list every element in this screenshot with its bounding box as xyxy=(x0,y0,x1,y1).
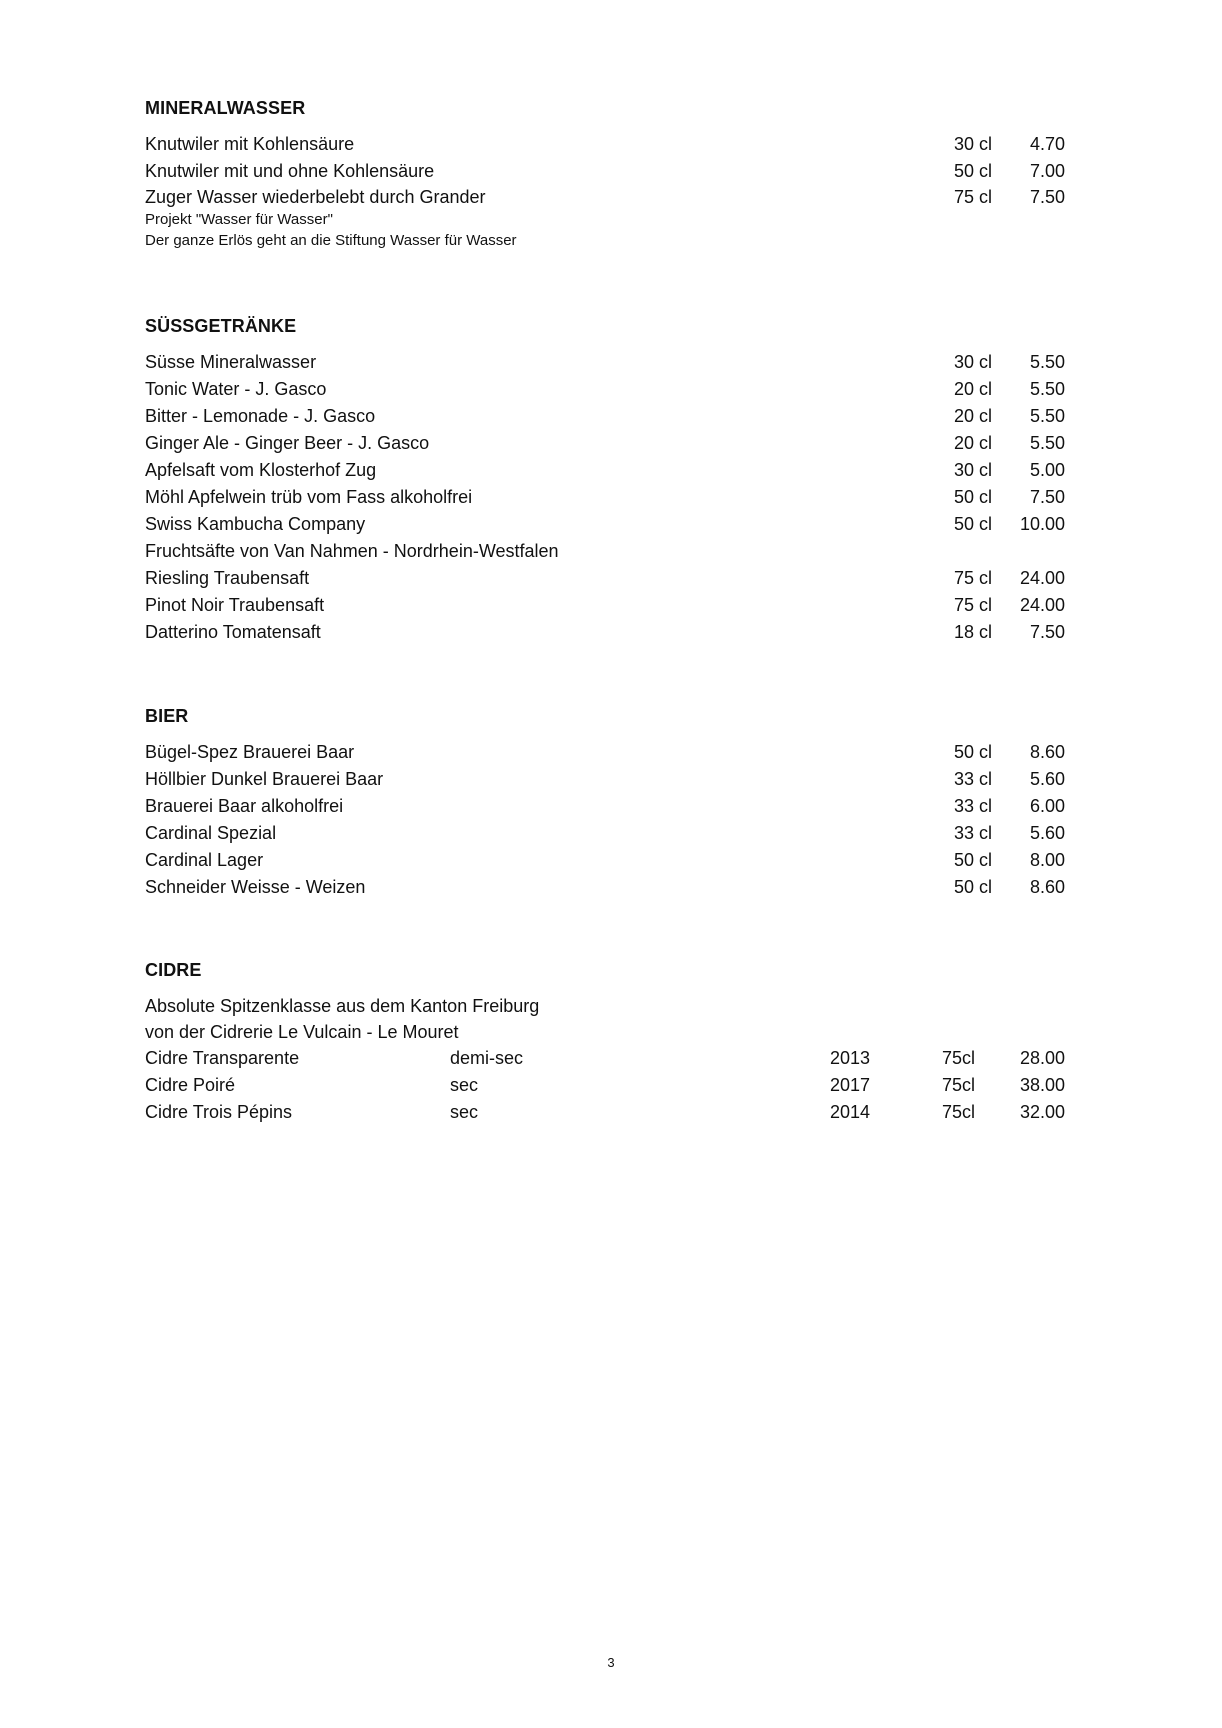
item-price: 4.70 xyxy=(1029,134,1065,154)
item-year: 2014 xyxy=(830,1102,871,1122)
item-name: Fruchtsäfte von Van Nahmen - Nordrhein-Westfalen xyxy=(145,541,559,561)
item-name: Apfelsaft vom Klosterhof Zug xyxy=(145,460,377,480)
item-volume: 33 cl xyxy=(954,823,993,843)
item-name: Bitter - Lemonade - J. Gasco xyxy=(145,406,376,426)
item-volume: 50 cl xyxy=(954,742,993,762)
list-item xyxy=(145,403,1065,430)
item-volume: 75 cl xyxy=(954,187,993,207)
list-item xyxy=(145,793,1065,820)
item-volume: 30 cl xyxy=(954,134,993,154)
item-price: 5.50 xyxy=(1029,406,1065,426)
item-volume: 50 cl xyxy=(954,850,993,870)
list-item xyxy=(145,1072,1065,1099)
list-item xyxy=(145,511,1065,538)
item-volume: 20 cl xyxy=(954,433,993,453)
section-cidre xyxy=(145,959,1065,1126)
item-price: 10.00 xyxy=(1019,514,1065,534)
section-bier xyxy=(145,705,1065,901)
item-price: 5.00 xyxy=(1029,460,1065,480)
item-volume: 30 cl xyxy=(954,352,993,372)
item-name: Bügel-Spez Brauerei Baar xyxy=(145,742,355,762)
item-name: Knutwiler mit Kohlensäure xyxy=(145,134,355,154)
item-name: Süsse Mineralwasser xyxy=(145,352,317,372)
item-price: 5.50 xyxy=(1029,352,1065,372)
item-name: Zuger Wasser wiederbelebt durch Grander xyxy=(145,187,486,207)
list-item xyxy=(145,1045,1065,1072)
item-name: Möhl Apfelwein trüb vom Fass alkoholfrei xyxy=(145,487,473,507)
list-item xyxy=(145,185,1065,209)
item-style: sec xyxy=(450,1102,479,1122)
item-volume: 20 cl xyxy=(954,406,993,426)
section-title: CIDRE xyxy=(145,960,202,980)
section-title: BIER xyxy=(145,706,189,726)
item-price: 5.60 xyxy=(1029,769,1065,789)
item-price: 5.50 xyxy=(1029,433,1065,453)
item-name: Pinot Noir Traubensaft xyxy=(145,595,325,615)
item-volume: 75cl xyxy=(942,1102,976,1122)
section-title: MINERALWASSER xyxy=(145,98,306,118)
item-volume: 75 cl xyxy=(954,595,993,615)
item-style: sec xyxy=(450,1075,479,1095)
list-item xyxy=(145,430,1065,457)
cidre-intro-line: von der Cidrerie Le Vulcain - Le Mouret xyxy=(145,1022,459,1042)
item-volume: 20 cl xyxy=(954,379,993,399)
list-item xyxy=(145,484,1065,511)
list-item xyxy=(145,538,1065,565)
section-mineralwasser xyxy=(145,97,1065,251)
item-name: Ginger Ale - Ginger Beer - J. Gasco xyxy=(145,433,430,453)
item-price: 5.60 xyxy=(1029,823,1065,843)
item-volume: 33 cl xyxy=(954,769,993,789)
item-volume: 75cl xyxy=(942,1075,976,1095)
item-price: 24.00 xyxy=(1019,568,1065,588)
item-name: Brauerei Baar alkoholfrei xyxy=(145,796,344,816)
item-price: 7.50 xyxy=(1029,622,1065,642)
item-name: Knutwiler mit und ohne Kohlensäure xyxy=(145,161,435,181)
item-volume: 18 cl xyxy=(954,622,993,642)
item-volume: 50 cl xyxy=(954,877,993,897)
item-price: 24.00 xyxy=(1019,595,1065,615)
item-year: 2013 xyxy=(830,1048,871,1068)
item-price: 7.50 xyxy=(1029,487,1065,507)
item-name: Datterino Tomatensaft xyxy=(145,622,321,642)
list-item xyxy=(145,619,1065,646)
list-item xyxy=(145,847,1065,874)
list-item xyxy=(145,874,1065,901)
item-price: 8.60 xyxy=(1029,877,1065,897)
item-price: 6.00 xyxy=(1029,796,1065,816)
item-name: Swiss Kambucha Company xyxy=(145,514,366,534)
section-suessgetraenke xyxy=(145,315,1065,646)
cidre-intro-line: Absolute Spitzenklasse aus dem Kanton Freiburg xyxy=(145,996,540,1016)
item-volume: 75cl xyxy=(942,1048,976,1068)
item-price: 32.00 xyxy=(1019,1102,1065,1122)
list-item xyxy=(145,820,1065,847)
item-name: Cardinal Spezial xyxy=(145,823,277,843)
item-price: 7.50 xyxy=(1029,187,1065,207)
list-item xyxy=(145,376,1065,403)
item-price: 38.00 xyxy=(1019,1075,1065,1095)
item-volume: 50 cl xyxy=(954,487,993,507)
item-name: Tonic Water - J. Gasco xyxy=(145,379,327,399)
item-volume: 30 cl xyxy=(954,460,993,480)
list-item xyxy=(145,565,1065,592)
list-item xyxy=(145,158,1065,185)
item-name: Cidre Trois Pépins xyxy=(145,1102,293,1122)
page-number: 3 xyxy=(607,1655,615,1670)
item-name: Riesling Traubensaft xyxy=(145,568,310,588)
section-title: SÜSSGETRÄNKE xyxy=(145,316,297,336)
item-price: 5.50 xyxy=(1029,379,1065,399)
item-price: 7.00 xyxy=(1029,161,1065,181)
item-name: Höllbier Dunkel Brauerei Baar xyxy=(145,769,384,789)
item-name: Schneider Weisse - Weizen xyxy=(145,877,366,897)
item-volume: 50 cl xyxy=(954,514,993,534)
item-style: demi-sec xyxy=(450,1048,524,1068)
list-item xyxy=(145,131,1065,158)
item-price: 28.00 xyxy=(1019,1048,1065,1068)
item-name: Cidre Transparente xyxy=(145,1048,300,1068)
item-note: Projekt "Wasser für Wasser" xyxy=(145,211,333,228)
item-price: 8.60 xyxy=(1029,742,1065,762)
item-volume: 75 cl xyxy=(954,568,993,588)
list-item xyxy=(145,457,1065,484)
list-item xyxy=(145,349,1065,376)
list-item xyxy=(145,592,1065,619)
list-item xyxy=(145,1099,1065,1126)
item-name: Cidre Poiré xyxy=(145,1075,236,1095)
item-note: Der ganze Erlös geht an die Stiftung Wasser für Wasser xyxy=(145,232,517,249)
list-item xyxy=(145,739,1065,766)
list-item xyxy=(145,766,1065,793)
item-price: 8.00 xyxy=(1029,850,1065,870)
item-volume: 33 cl xyxy=(954,796,993,816)
item-name: Cardinal Lager xyxy=(145,850,264,870)
item-year: 2017 xyxy=(830,1075,871,1095)
item-volume: 50 cl xyxy=(954,161,993,181)
